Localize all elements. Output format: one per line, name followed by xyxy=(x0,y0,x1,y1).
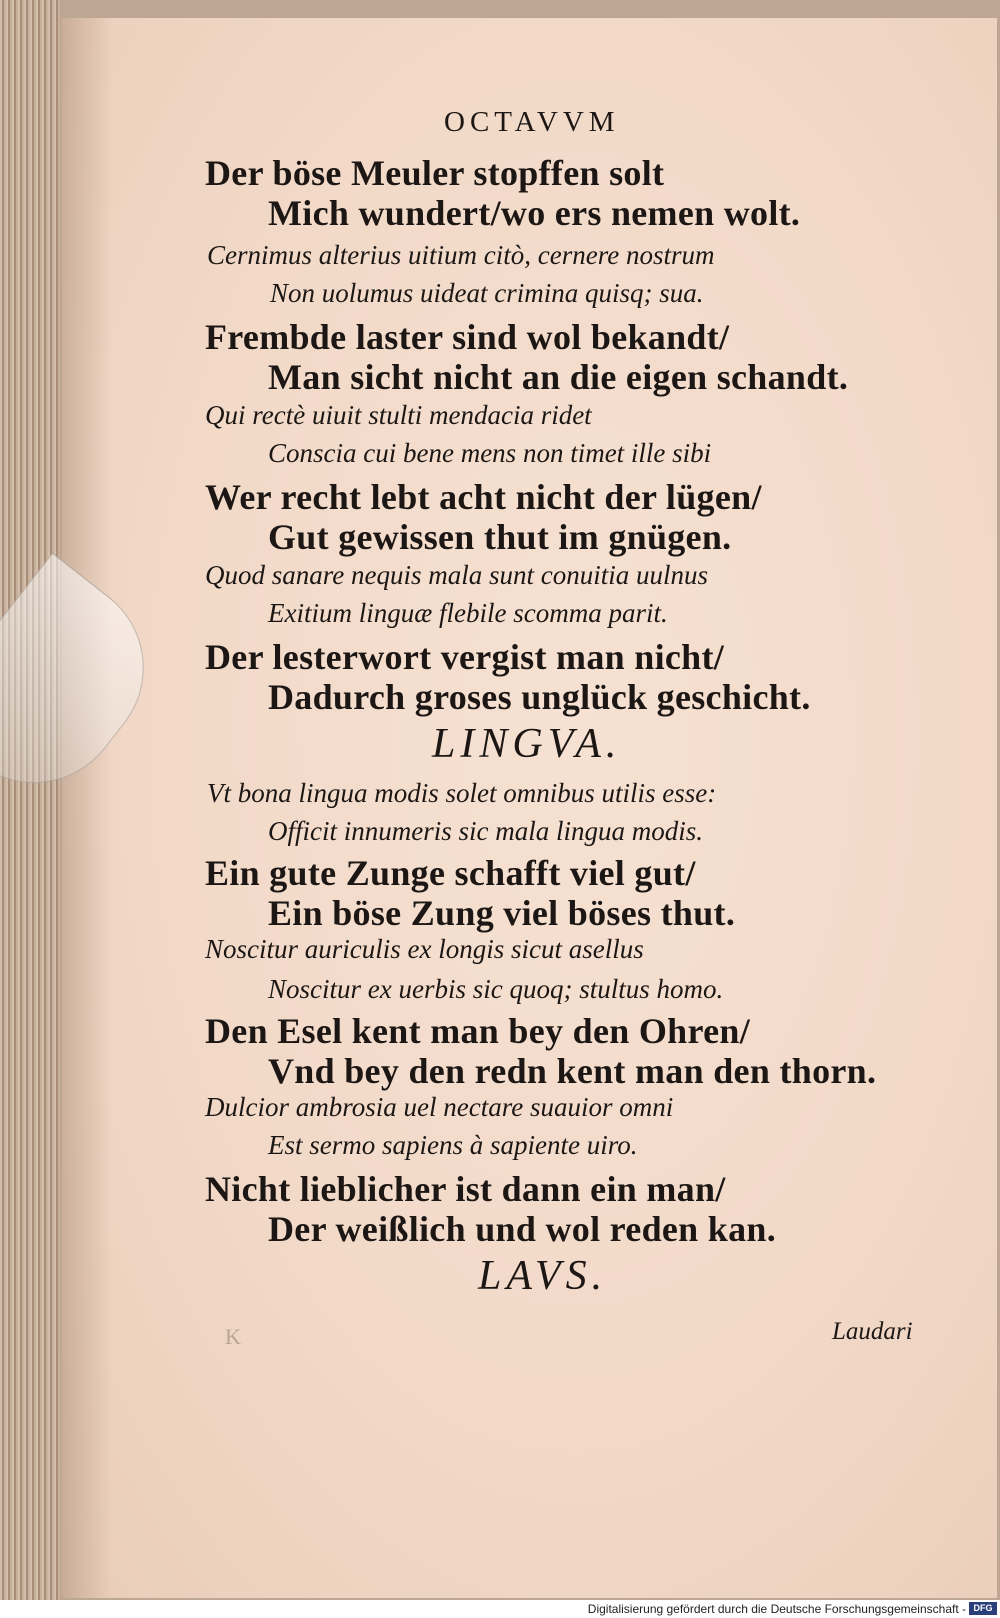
section-heading-lingua: LINGVA. xyxy=(432,721,622,767)
text-line: Vt bona lingua modis solet omnibus utilis esse: xyxy=(207,778,717,808)
book-edge xyxy=(0,0,60,1600)
text-line: Quod sanare nequis mala sunt conuitia uulnus xyxy=(205,560,708,590)
digitization-footer xyxy=(0,1600,1000,1618)
text-line: Est sermo sapiens à sapiente uiro. xyxy=(268,1130,638,1160)
dfg-logo-icon: DFG xyxy=(969,1602,997,1615)
text-line: Ein böse Zung viel böses thut. xyxy=(268,893,736,933)
text-line: Dadurch groses unglück geschicht. xyxy=(268,677,811,717)
catchword: Laudari xyxy=(832,1318,913,1345)
text-line: Der weißlich und wol reden kan. xyxy=(268,1209,777,1249)
text-line: Ein gute Zunge schafft viel gut/ xyxy=(205,853,696,893)
text-line: Gut gewissen thut im gnügen. xyxy=(268,517,732,557)
text-line: Qui rectè uiuit stulti mendacia ridet xyxy=(205,400,592,430)
text-line: Man sicht nicht an die eigen schandt. xyxy=(268,357,849,397)
text-line: Wer recht lebt acht nicht der lügen/ xyxy=(205,477,762,517)
text-line: Der lesterwort vergist man nicht/ xyxy=(205,637,725,677)
signature-mark: K xyxy=(225,1324,241,1349)
page-header: OCTAVVM xyxy=(444,106,620,138)
page-gutter-shadow xyxy=(62,18,112,1598)
text-line: Der böse Meuler stopffen solt xyxy=(205,153,665,193)
text-line: Non uolumus uideat crimina quisq; sua. xyxy=(270,278,704,308)
text-line: Dulcior ambrosia uel nectare suauior omni xyxy=(205,1092,674,1122)
text-line: Noscitur auriculis ex longis sicut asellus xyxy=(205,934,644,964)
text-line: Conscia cui bene mens non timet ille sibi xyxy=(268,438,712,468)
footer-text: Digitalisierung gefördert durch die Deutsche Forschungsgemeinschaft - xyxy=(587,1602,966,1616)
text-line: Cernimus alterius uitium citò, cernere nostrum xyxy=(207,240,715,270)
text-line: Frembde laster sind wol bekandt/ xyxy=(205,317,730,357)
text-line: Den Esel kent man bey den Ohren/ xyxy=(205,1011,750,1051)
text-line: Vnd bey den redn kent man den thorn. xyxy=(268,1051,877,1091)
text-line: Exitium linguæ flebile scomma parit. xyxy=(268,598,668,628)
text-line: Mich wundert/wo ers nemen wolt. xyxy=(268,193,801,233)
text-line: Officit innumeris sic mala lingua modis. xyxy=(268,816,703,846)
section-heading-laus: LAVS. xyxy=(478,1253,608,1299)
text-line: Noscitur ex uerbis sic quoq; stultus homo. xyxy=(268,974,724,1004)
text-line: Nicht lieblicher ist dann ein man/ xyxy=(205,1169,726,1209)
